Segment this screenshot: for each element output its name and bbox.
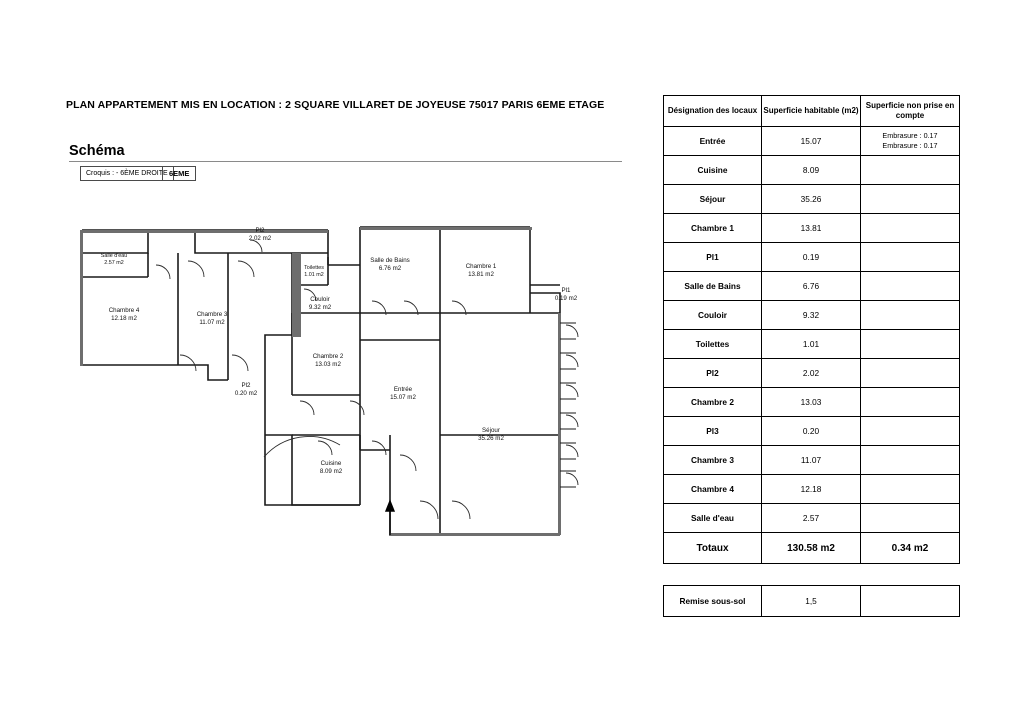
room-label: Toilettes 1.01 m2 (304, 265, 324, 278)
cell-habitable: 6.76 (762, 272, 861, 301)
table-row (664, 214, 960, 243)
cell-designation: Entrée (664, 127, 762, 156)
cell-habitable: 35.26 (762, 185, 861, 214)
cell-non-prise (861, 214, 960, 243)
remise-habitable: 1,5 (762, 586, 861, 617)
cell-designation: Toilettes (664, 330, 762, 359)
table-header-row (664, 96, 960, 127)
cell-non-prise (861, 243, 960, 272)
cell-designation: Chambre 4 (664, 475, 762, 504)
room-label: Pl1 0.19 m2 (554, 287, 578, 302)
cell-note-line: Embrasure : 0.17 (882, 131, 938, 141)
cell-note-line: Embrasure : 0.17 (882, 141, 938, 150)
totals-non-prise: 0.34 m2 (861, 533, 960, 564)
cell-habitable: 0.20 (762, 417, 861, 446)
room-label: Chambre 2 13.03 m2 (312, 353, 344, 368)
cell-designation: Pl1 (664, 243, 762, 272)
section-heading: Schéma (69, 143, 125, 159)
cell-non-prise (861, 417, 960, 446)
entry-arrow (386, 501, 394, 535)
column-header-habitable: Superficie habitable (m2) (762, 96, 861, 127)
totals-habitable: 130.58 m2 (762, 533, 861, 564)
cell-habitable: 15.07 (762, 127, 861, 156)
cell-designation: Chambre 1 (664, 214, 762, 243)
room-label: Chambre 3 11.07 m2 (196, 311, 228, 326)
floor-label: 6EME (169, 169, 190, 178)
room-label: Séjour 35.26 m2 (478, 427, 504, 442)
cell-non-prise (861, 127, 960, 156)
room-label: Entrée 15.07 m2 (390, 386, 416, 401)
cell-designation: Salle de Bains (664, 272, 762, 301)
room-label: Chambre 4 12.18 m2 (108, 307, 140, 322)
cell-designation: Chambre 2 (664, 388, 762, 417)
croquis-badge (80, 166, 174, 181)
cell-habitable: 2.57 (762, 504, 861, 533)
cell-non-prise (861, 504, 960, 533)
cell-non-prise (861, 301, 960, 330)
room-label: Cuisine 8.09 m2 (319, 460, 343, 475)
remise-table (663, 585, 960, 617)
cell-designation: Séjour (664, 185, 762, 214)
cell-designation: Cuisine (664, 156, 762, 185)
areas-table (663, 95, 960, 564)
table-row (664, 504, 960, 533)
table-row (664, 446, 960, 475)
table-row (664, 388, 960, 417)
floor-plan-drawing (60, 205, 640, 565)
table-row (664, 301, 960, 330)
cell-designation: Pl2 (664, 359, 762, 388)
room-label: Salle d'eau 2.57 m2 (100, 253, 128, 266)
croquis-label: Croquis : - 6ÈME DROITE (86, 170, 168, 177)
cell-habitable: 2.02 (762, 359, 861, 388)
room-label: Pl2 0.20 m2 (234, 382, 258, 397)
cell-non-prise (861, 272, 960, 301)
column-header-non-prise: Superficie non prise en compte (861, 96, 960, 127)
table-row (664, 272, 960, 301)
column-header-designation: Désignation des locaux (664, 96, 762, 127)
table-row (664, 127, 960, 156)
floor-plan (60, 205, 640, 565)
table-row (664, 417, 960, 446)
cell-habitable: 12.18 (762, 475, 861, 504)
cell-habitable: 13.03 (762, 388, 861, 417)
remise-non-prise (861, 586, 960, 617)
cell-non-prise (861, 330, 960, 359)
totals-label: Totaux (664, 533, 762, 564)
section-divider (69, 161, 622, 162)
table-row (664, 243, 960, 272)
cell-designation: Salle d'eau (664, 504, 762, 533)
cell-non-prise (861, 388, 960, 417)
cell-habitable: 11.07 (762, 446, 861, 475)
cell-designation: Pl3 (664, 417, 762, 446)
cell-habitable: 8.09 (762, 156, 861, 185)
cell-habitable: 9.32 (762, 301, 861, 330)
table-row (664, 156, 960, 185)
cell-non-prise (861, 475, 960, 504)
totals-row (664, 533, 960, 564)
cell-habitable: 1.01 (762, 330, 861, 359)
room-label: Salle de Bains 6.76 m2 (370, 257, 410, 272)
cell-designation: Couloir (664, 301, 762, 330)
page-title: PLAN APPARTEMENT MIS EN LOCATION : 2 SQUARE VILLARET DE JOYEUSE 75017 PARIS 6EME ETAGE (66, 99, 605, 111)
room-label: Chambre 1 13.81 m2 (465, 263, 497, 278)
table-row (664, 586, 960, 617)
cell-habitable: 13.81 (762, 214, 861, 243)
table-row (664, 359, 960, 388)
cell-habitable: 0.19 (762, 243, 861, 272)
cell-non-prise (861, 446, 960, 475)
cell-non-prise (861, 185, 960, 214)
cell-non-prise (861, 359, 960, 388)
areas-table-container (663, 95, 959, 617)
cell-non-prise (861, 156, 960, 185)
floor-badge (162, 166, 196, 181)
table-row (664, 185, 960, 214)
room-label: Pl2 2.02 m2 (248, 227, 272, 242)
room-label: Couloir 9.32 m2 (308, 296, 332, 311)
table-row (664, 330, 960, 359)
remise-name: Remise sous-sol (664, 586, 762, 617)
cell-designation: Chambre 3 (664, 446, 762, 475)
table-row (664, 475, 960, 504)
